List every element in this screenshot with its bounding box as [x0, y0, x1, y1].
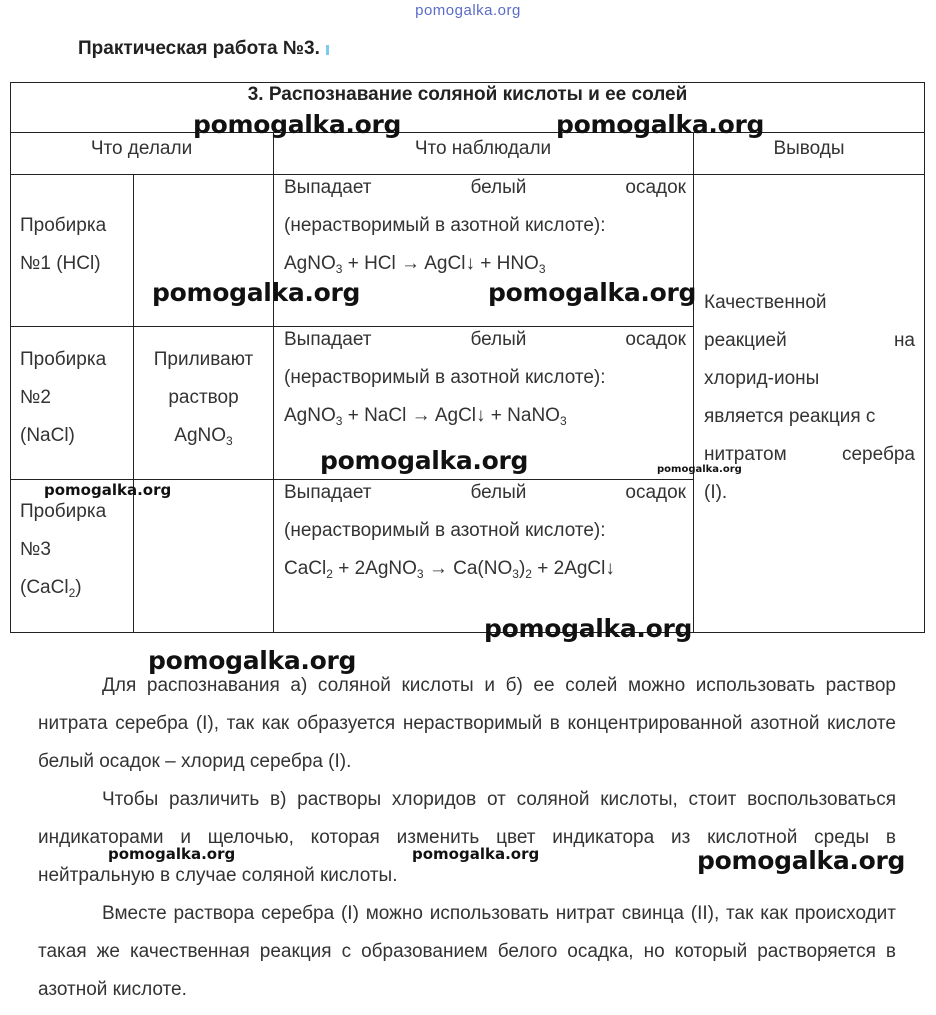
watermark: pomogalka.org [484, 614, 693, 643]
watermark: pomogalka.org [697, 846, 906, 875]
observation-2: Выпадает белый осадок (нерастворимый в азотной кислоте): AgNO$_3$ + NaCl → AgCl↓ + NaNO$_3$ [284, 321, 686, 435]
equation-3: CaCl$_2$ + 2AgNO$_3$ → $Ca(NO_3)_2$ + 2AgCl↓ [284, 558, 615, 581]
observation-3: Выпадает белый осадок (нерастворимый в азотной кислоте): CaCl$_2$ + 2AgNO$_3$ → $Ca(NO_3)_2$ + 2AgCl↓ [284, 474, 686, 588]
watermark: pomogalka.org [152, 278, 361, 307]
tube-2: Пробирка №2 (NaCl) [20, 349, 107, 446]
top-watermark: pomogalka.org [415, 2, 521, 19]
page-title-text: Практическая работа №3. [78, 38, 320, 59]
conclusion-cell: Качественной реакцией на хлорид-ионы является реакция с нитратом серебра (I). [704, 292, 915, 503]
paragraph-2: Чтобы различить в) растворы хлоридов от соляной кислоты, стоит воспользоваться индикаторами и щелочью, которая изменить цвет индикатора из кислотной среды в нейтральную в случае соляной кислоты. [38, 789, 896, 886]
paragraph-1: Для распознавания а) соляной кислоты и б) ее солей можно использовать раствор нитрата серебра (I), так как образуется нерастворимый в концентрированной азотной кислоте белый осадок – хлорид серебра (I). [38, 675, 896, 772]
tube-1: Пробирка №1 (HCl) [20, 215, 107, 274]
watermark: pomogalka.org [193, 110, 402, 139]
observation-1: Выпадает белый осадок (нерастворимый в азотной кислоте): AgNO$_3$ + HCl → AgCl↓ + $HNO_3$ [284, 169, 686, 283]
tube-3: Пробирка №3 (CaCl$_2$) [20, 501, 107, 600]
equation-1: AgNO$_3$ + HCl → AgCl↓ + $HNO_3$ [284, 253, 546, 276]
table-caption: 3. Распознавание соляной кислоты и ее солей [247, 84, 688, 105]
watermark: pomogalka.org [44, 481, 172, 499]
header-observed: Что наблюдали [414, 138, 552, 159]
paragraph-3: Вместе раствора серебра (I) можно использовать нитрат свинца (II), так как происходит такая же качественная реакция с образованием белого осадка, но который растворяется в азотной кислоте. [38, 903, 896, 1000]
title-marker [326, 45, 329, 55]
watermark: pomogalka.org [108, 845, 236, 863]
watermark: pomogalka.org [657, 464, 742, 475]
watermark: pomogalka.org [488, 278, 697, 307]
watermark: pomogalka.org [320, 446, 529, 475]
page-title [78, 38, 329, 60]
watermark: pomogalka.org [148, 646, 357, 675]
header-conclusions: Выводы [773, 138, 845, 159]
action-cell: Приливают раствор AgNO$_3$ [153, 349, 254, 448]
header-what-done: Что делали [90, 138, 193, 159]
watermark: pomogalka.org [412, 845, 540, 863]
watermark: pomogalka.org [556, 110, 765, 139]
equation-2: AgNO$_3$ + NaCl → AgCl↓ + NaNO$_3$ [284, 405, 567, 428]
